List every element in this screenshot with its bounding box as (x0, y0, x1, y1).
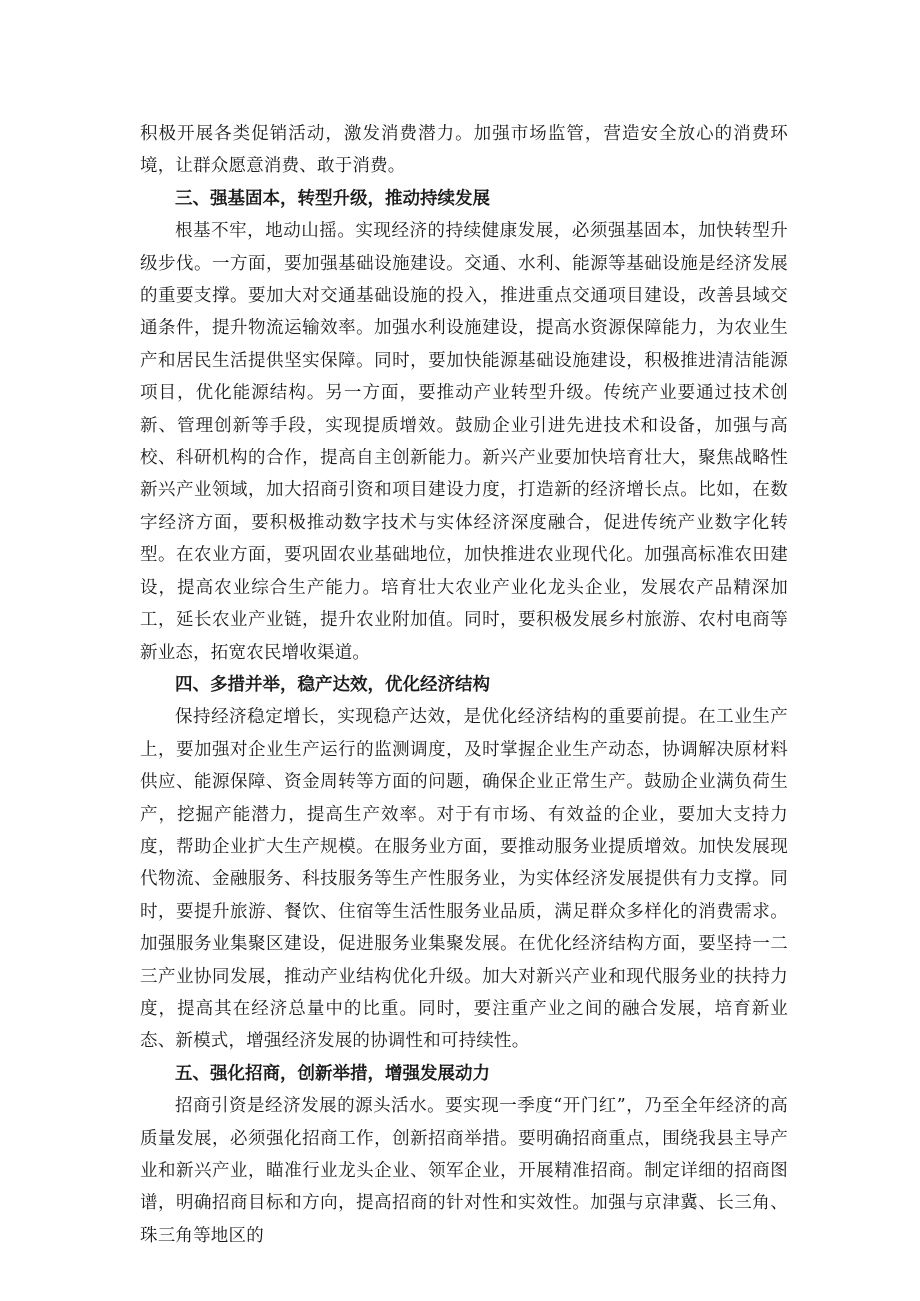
paragraph-section-4: 保持经济稳定增长，实现稳产达效，是优化经济结构的重要前提。在工业生产上，要加强对企业生产运行的监测调度，及时掌握企业生产动态，协调解决原材料供应、能源保障、资金周转等方面的问题，确保企业正常生产。鼓励企业满负荷生产，挖掘产能潜力，提高生产效率。对于有市场、有效益的企业，要加大支持力度，帮助企业扩大生产规模。在服务业方面，要推动服务业提质增效。加快发展现代物流、金融服务、科技服务等生产性服务业，为实体经济发展提供有力支撑。同时，要提升旅游、餐饮、住宿等生活性服务业品质，满足群众多样化的消费需求。加强服务业集聚区建设，促进服务业集聚发展。在优化经济结构方面，要坚持一二三产业协同发展，推动产业结构优化升级。加大对新兴产业和现代服务业的扶持力度，提高其在经济总量中的比重。同时，要注重产业之间的融合发展，培育新业态、新模式，增强经济发展的协调性和可持续性。 (140, 707, 788, 1052)
section-heading-5: 五、强化招商，创新举措，增强发展动力 (175, 1063, 490, 1084)
paragraph-section-5: 招商引资是经济发展的源头活水。要实现一季度“开门红”，乃至全年经济的高质量发展，必须强化招商工作，创新招商举措。要明确招商重点，围绕我县主导产业和新兴产业，瞄准行业龙头企业、领军企业，开展精准招商。制定详细的招商图谱，明确招商目标和方向，提高招商的针对性和实效性。加强与京津冀、长三角、珠三角等地区的 (140, 1096, 788, 1246)
section-heading-3: 三、强基固本，转型升级，推动持续发展 (175, 188, 490, 209)
paragraph-consumption-end: 积极开展各类促销活动，激发消费潜力。加强市场监管，营造安全放心的消费环境，让群众愿意消费、敢于消费。 (140, 124, 788, 177)
paragraph-section-3: 根基不牢，地动山摇。实现经济的持续健康发展，必须强基固本，加快转型升级步伐。一方面，要加强基础设施建设。交通、水利、能源等基础设施是经济发展的重要支撑。要加大对交通基础设施的投入，推进重点交通项目建设，改善县域交通条件，提升物流运输效率。加强水利设施建设，提高水资源保障能力，为农业生产和居民生活提供坚实保障。同时，要加快能源基础设施建设，积极推进清洁能源项目，优化能源结构。另一方面，要推动产业转型升级。传统产业要通过技术创新、管理创新等手段，实现提质增效。鼓励企业引进先进技术和设备，加强与高校、科研机构的合作，提高自主创新能力。新兴产业要加快培育壮大，聚焦战略性新兴产业领域，加大招商引资和项目建设力度，打造新的经济增长点。比如，在数字经济方面，要积极推动数字技术与实体经济深度融合，促进传统产业数字化转型。在农业方面，要巩固农业基础地位，加快推进农业现代化。加强高标准农田建设，提高农业综合生产能力。培育壮大农业产业化龙头企业，发展农产品精深加工，延长农业产业链，提升农业附加值。同时，要积极发展乡村旅游、农村电商等新业态，拓宽农民增收渠道。 (140, 221, 788, 663)
document-page (140, 118, 788, 1252)
section-heading-4: 四、多措并举，稳产达效，优化经济结构 (175, 674, 490, 695)
